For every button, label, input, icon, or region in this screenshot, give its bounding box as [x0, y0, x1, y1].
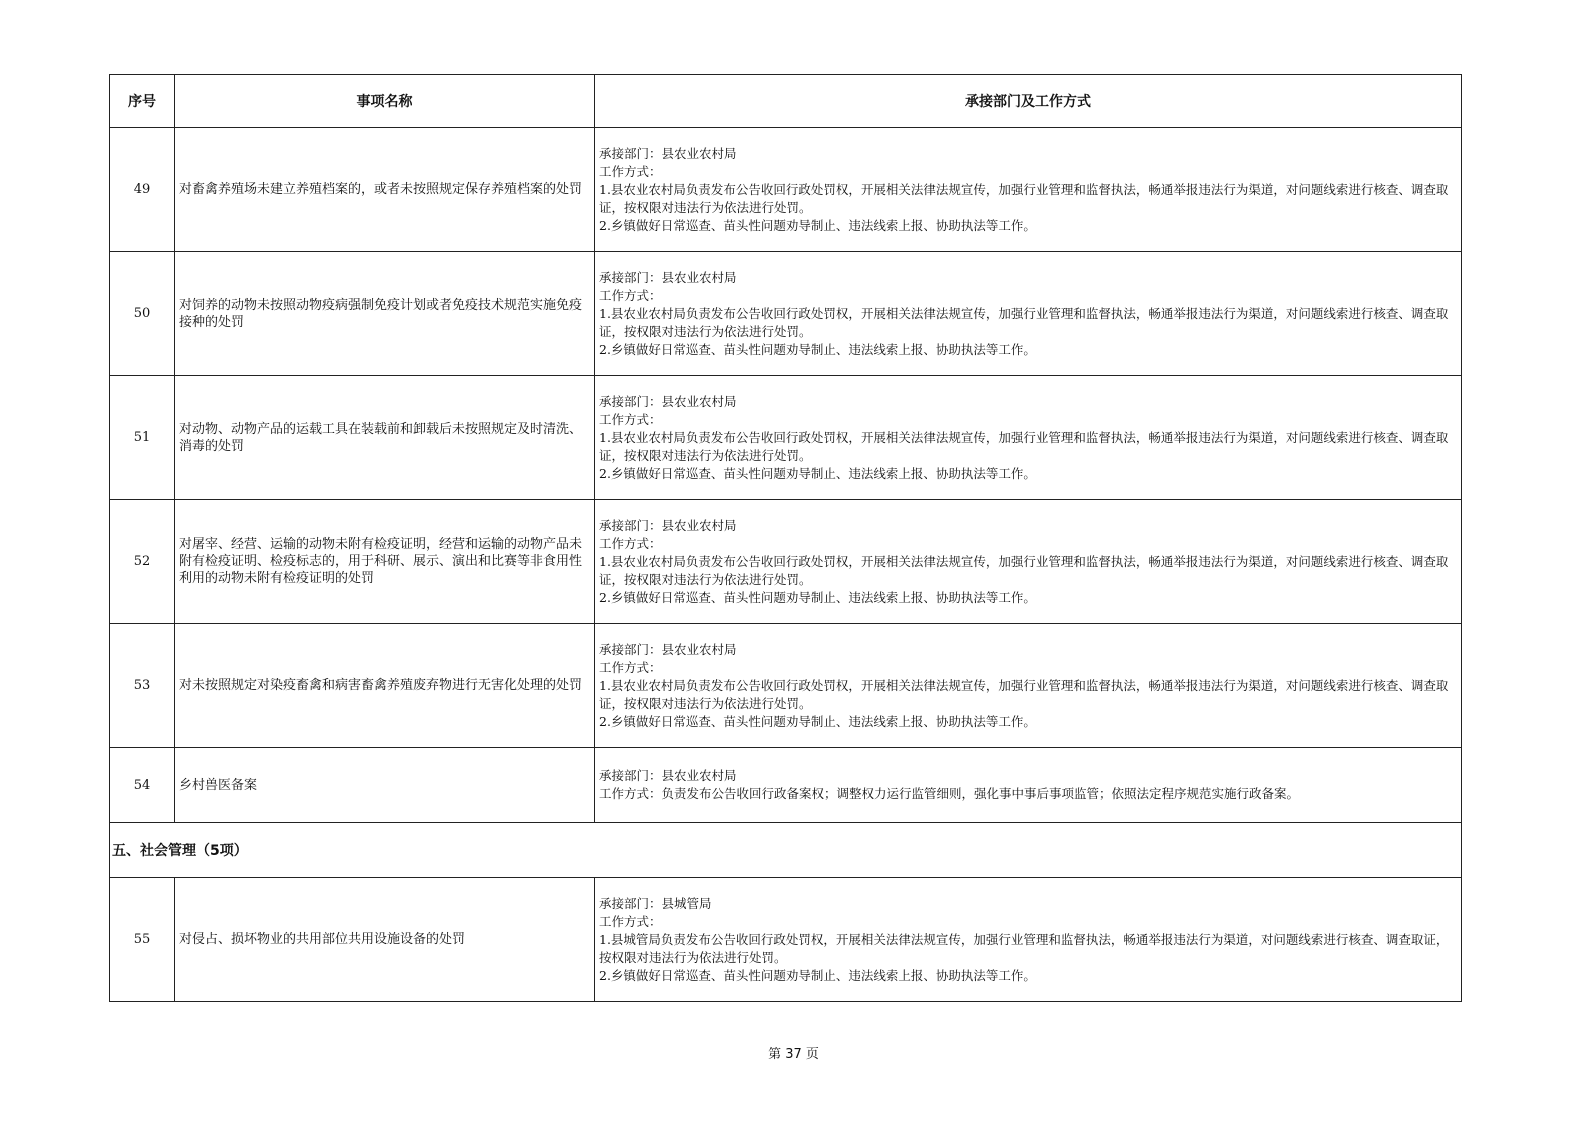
method-line: 1.县城管局负责发布公告收回行政处罚权，开展相关法律法规宣传，加强行业管理和监督执法，畅通举报违法行为渠道，对问题线索进行核查、调查取证，按权限对违法行为依法进行处罚。: [599, 931, 1449, 965]
method-line: 1.县农业农村局负责发布公告收回行政处罚权，开展相关法律法规宣传，加强行业管理和监督执法，畅通举报违法行为渠道，对问题线索进行核查、调查取证，按权限对违法行为依法进行处罚。: [599, 677, 1449, 711]
department-and-method: [595, 376, 1462, 500]
department-and-method: [595, 500, 1462, 624]
department-and-method: [595, 624, 1462, 748]
table-body: [110, 128, 1462, 1002]
method-line: 工作方式：负责发布公告收回行政备案权；调整权力运行监管细则，强化事中事后事项监管；依照法定程序规范实施行政备案。: [599, 786, 1300, 801]
table-row: [110, 624, 1462, 748]
method-line: 承接部门：县农业农村局: [599, 145, 737, 161]
method-line: 工作方式：: [599, 659, 662, 675]
row-number: 52: [110, 500, 175, 624]
method-line: 承接部门：县农业农村局: [599, 517, 737, 533]
method-line: 2.乡镇做好日常巡查、苗头性问题劝导制止、违法线索上报、协助执法等工作。: [599, 589, 1036, 605]
method-line: 1.县农业农村局负责发布公告收回行政处罚权，开展相关法律法规宣传，加强行业管理和监督执法，畅通举报违法行为渠道，对问题线索进行核查、调查取证，按权限对违法行为依法进行处罚。: [599, 181, 1449, 215]
method-line: 工作方式：: [599, 411, 662, 427]
matter-name: 对动物、动物产品的运载工具在装载前和卸载后未按照规定及时清洗、消毒的处罚: [175, 376, 595, 500]
table-row: [110, 500, 1462, 624]
method-line: 2.乡镇做好日常巡查、苗头性问题劝导制止、违法线索上报、协助执法等工作。: [599, 713, 1036, 729]
header-name: 事项名称: [175, 75, 595, 128]
row-number: 50: [110, 252, 175, 376]
header-num: 序号: [110, 75, 175, 128]
method-line: 2.乡镇做好日常巡查、苗头性问题劝导制止、违法线索上报、协助执法等工作。: [599, 465, 1036, 481]
method-line: 承接部门：县农业农村局: [599, 641, 737, 657]
matters-table: [109, 74, 1462, 1002]
row-number: 51: [110, 376, 175, 500]
method-line: 1.县农业农村局负责发布公告收回行政处罚权，开展相关法律法规宣传，加强行业管理和监督执法，畅通举报违法行为渠道，对问题线索进行核查、调查取证，按权限对违法行为依法进行处罚。: [599, 553, 1449, 587]
method-line: 承接部门：县城管局: [599, 895, 712, 911]
method-line: 工作方式：: [599, 287, 662, 303]
section-title: 五、社会管理（5项）: [110, 823, 1462, 878]
header-method: 承接部门及工作方式: [595, 75, 1462, 128]
table-row: [110, 748, 1462, 823]
row-number: 53: [110, 624, 175, 748]
method-line: 1.县农业农村局负责发布公告收回行政处罚权，开展相关法律法规宣传，加强行业管理和监督执法，畅通举报违法行为渠道，对问题线索进行核查、调查取证，按权限对违法行为依法进行处罚。: [599, 429, 1449, 463]
method-line: 2.乡镇做好日常巡查、苗头性问题劝导制止、违法线索上报、协助执法等工作。: [599, 967, 1036, 983]
method-line: 工作方式：: [599, 913, 662, 929]
matter-name: 对畜禽养殖场未建立养殖档案的，或者未按照规定保存养殖档案的处罚: [175, 128, 595, 252]
method-line: 承接部门：县农业农村局: [599, 269, 737, 285]
department-and-method: [595, 128, 1462, 252]
department-and-method: [595, 748, 1462, 823]
method-line: 1.县农业农村局负责发布公告收回行政处罚权，开展相关法律法规宣传，加强行业管理和监督执法，畅通举报违法行为渠道，对问题线索进行核查、调查取证，按权限对违法行为依法进行处罚。: [599, 305, 1449, 339]
table-row: [110, 376, 1462, 500]
method-line: 工作方式：: [599, 163, 662, 179]
page-number: 第 37 页: [768, 1047, 819, 1062]
row-number: 55: [110, 878, 175, 1002]
method-line: 工作方式：: [599, 535, 662, 551]
table-row: [110, 878, 1462, 1002]
matter-name: 对未按照规定对染疫畜禽和病害畜禽养殖废弃物进行无害化处理的处罚: [175, 624, 595, 748]
section-row: [110, 823, 1462, 878]
header-row: [110, 75, 1462, 128]
method-line: 承接部门：县农业农村局: [599, 768, 737, 783]
department-and-method: [595, 252, 1462, 376]
table-row: [110, 128, 1462, 252]
method-line: 承接部门：县农业农村局: [599, 393, 737, 409]
matter-name: 对饲养的动物未按照动物疫病强制免疫计划或者免疫技术规范实施免疫接种的处罚: [175, 252, 595, 376]
row-number: 49: [110, 128, 175, 252]
matter-name: 对屠宰、经营、运输的动物未附有检疫证明，经营和运输的动物产品未附有检疫证明、检疫标志的，用于科研、展示、演出和比赛等非食用性利用的动物未附有检疫证明的处罚: [175, 500, 595, 624]
matter-name: 对侵占、损坏物业的共用部位共用设施设备的处罚: [175, 878, 595, 1002]
method-line: 2.乡镇做好日常巡查、苗头性问题劝导制止、违法线索上报、协助执法等工作。: [599, 217, 1036, 233]
department-and-method: [595, 878, 1462, 1002]
row-number: 54: [110, 748, 175, 823]
table-row: [110, 252, 1462, 376]
matter-name: 乡村兽医备案: [175, 748, 595, 823]
method-line: 2.乡镇做好日常巡查、苗头性问题劝导制止、违法线索上报、协助执法等工作。: [599, 341, 1036, 357]
